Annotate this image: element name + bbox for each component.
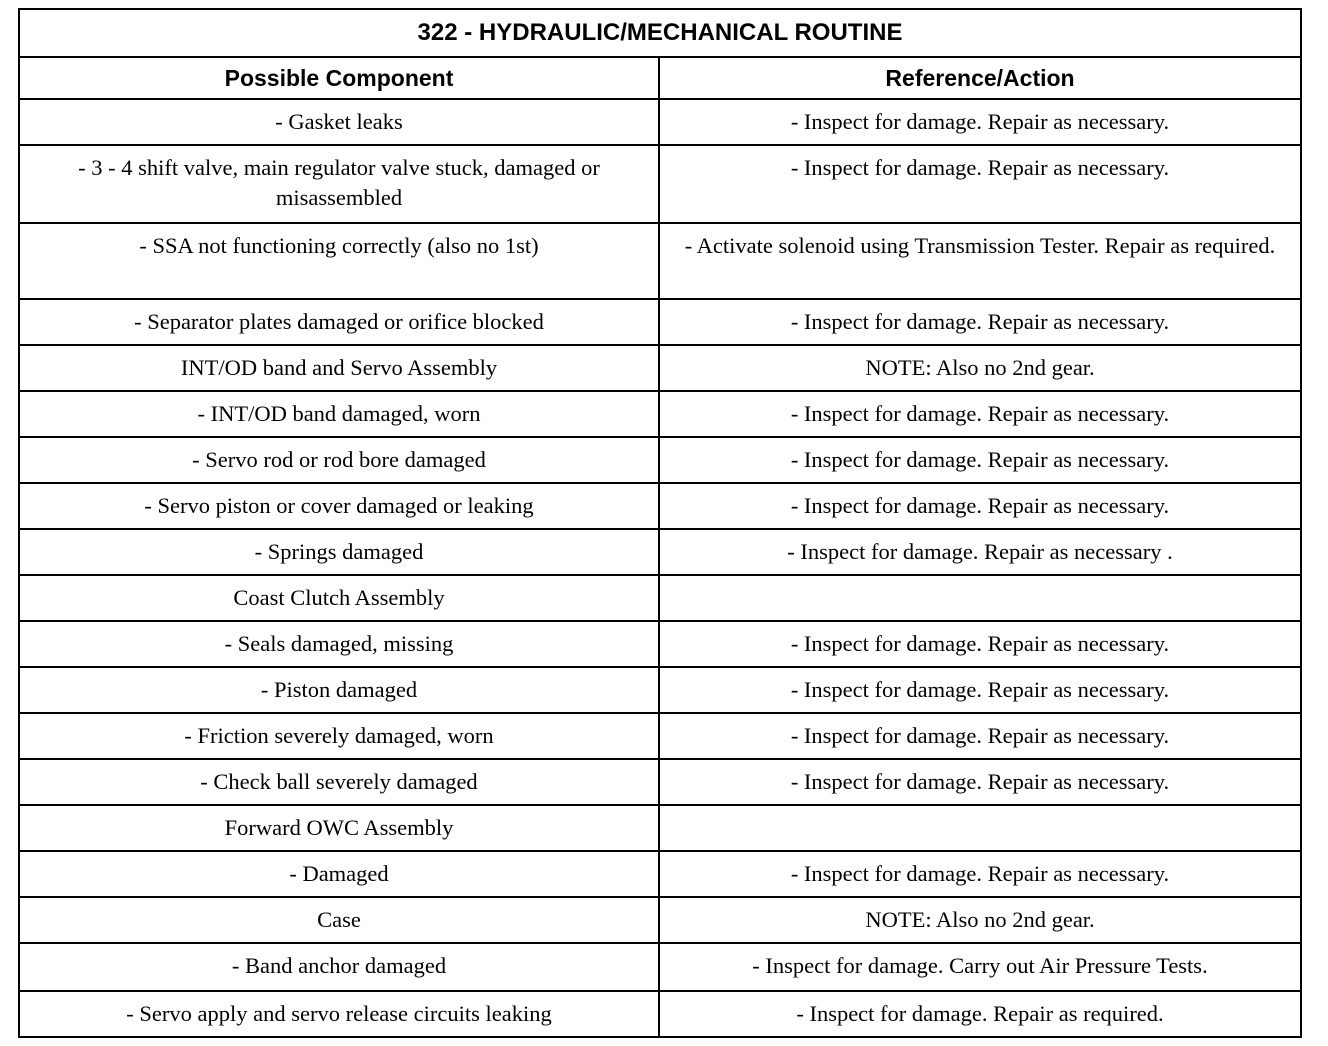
reference-action-cell: - Inspect for damage. Repair as necessary .: [659, 529, 1301, 575]
table-row: [19, 575, 1301, 621]
reference-action-cell: - Activate solenoid using Transmission Tester. Repair as required.: [659, 223, 1301, 299]
table-row: [19, 991, 1301, 1037]
table-row: [19, 529, 1301, 575]
possible-component-cell: - Springs damaged: [19, 529, 659, 575]
reference-action-cell: - Inspect for damage. Repair as necessary.: [659, 621, 1301, 667]
reference-action-cell: - Inspect for damage. Repair as necessary.: [659, 99, 1301, 145]
reference-action-cell: NOTE: Also no 2nd gear.: [659, 345, 1301, 391]
possible-component-cell: - Damaged: [19, 851, 659, 897]
reference-action-cell: - Inspect for damage. Repair as necessary.: [659, 851, 1301, 897]
possible-component-cell: Forward OWC Assembly: [19, 805, 659, 851]
header-possible-component: Possible Component: [19, 57, 659, 99]
table-row: [19, 345, 1301, 391]
possible-component-cell: - Check ball severely damaged: [19, 759, 659, 805]
possible-component-cell: INT/OD band and Servo Assembly: [19, 345, 659, 391]
reference-action-cell: - Inspect for damage. Carry out Air Pressure Tests.: [659, 943, 1301, 991]
reference-action-cell: - Inspect for damage. Repair as necessary.: [659, 391, 1301, 437]
table-title: 322 - HYDRAULIC/MECHANICAL ROUTINE: [19, 9, 1301, 57]
reference-action-cell: - Inspect for damage. Repair as necessary.: [659, 437, 1301, 483]
table-row: [19, 667, 1301, 713]
table-row: [19, 483, 1301, 529]
possible-component-cell: - SSA not functioning correctly (also no 1st): [19, 223, 659, 299]
header-reference-action: Reference/Action: [659, 57, 1301, 99]
reference-action-cell: - Inspect for damage. Repair as necessary.: [659, 145, 1301, 223]
table-row: [19, 897, 1301, 943]
reference-action-cell: - Inspect for damage. Repair as necessary.: [659, 667, 1301, 713]
reference-action-cell: - Inspect for damage. Repair as necessary.: [659, 713, 1301, 759]
possible-component-cell: - Piston damaged: [19, 667, 659, 713]
possible-component-cell: - Seals damaged, missing: [19, 621, 659, 667]
possible-component-cell: - Band anchor damaged: [19, 943, 659, 991]
table-row: [19, 943, 1301, 991]
table-row: [19, 299, 1301, 345]
table-row: [19, 391, 1301, 437]
possible-component-cell: - Gasket leaks: [19, 99, 659, 145]
reference-action-cell: NOTE: Also no 2nd gear.: [659, 897, 1301, 943]
possible-component-cell: - Servo piston or cover damaged or leaking: [19, 483, 659, 529]
possible-component-cell: - INT/OD band damaged, worn: [19, 391, 659, 437]
reference-action-cell: [659, 805, 1301, 851]
table-row: [19, 437, 1301, 483]
possible-component-cell: - 3 - 4 shift valve, main regulator valve stuck, damaged or misassembled: [19, 145, 659, 223]
table-row: [19, 851, 1301, 897]
possible-component-cell: Coast Clutch Assembly: [19, 575, 659, 621]
table-body: [19, 99, 1301, 1037]
possible-component-cell: - Servo rod or rod bore damaged: [19, 437, 659, 483]
reference-action-cell: - Inspect for damage. Repair as required.: [659, 991, 1301, 1037]
possible-component-cell: Case: [19, 897, 659, 943]
table-row: [19, 223, 1301, 299]
header-row: [19, 57, 1301, 99]
title-row: [19, 9, 1301, 57]
table-row: [19, 713, 1301, 759]
table-row: [19, 99, 1301, 145]
table-row: [19, 759, 1301, 805]
possible-component-cell: - Separator plates damaged or orifice blocked: [19, 299, 659, 345]
reference-action-cell: - Inspect for damage. Repair as necessary.: [659, 483, 1301, 529]
table-row: [19, 621, 1301, 667]
reference-action-cell: - Inspect for damage. Repair as necessary.: [659, 299, 1301, 345]
table-row: [19, 145, 1301, 223]
table-row: [19, 805, 1301, 851]
reference-action-cell: - Inspect for damage. Repair as necessary.: [659, 759, 1301, 805]
possible-component-cell: - Servo apply and servo release circuits leaking: [19, 991, 659, 1037]
diagnostic-table: [18, 8, 1302, 1038]
reference-action-cell: [659, 575, 1301, 621]
possible-component-cell: - Friction severely damaged, worn: [19, 713, 659, 759]
diagnostic-table-container: [18, 8, 1300, 1038]
